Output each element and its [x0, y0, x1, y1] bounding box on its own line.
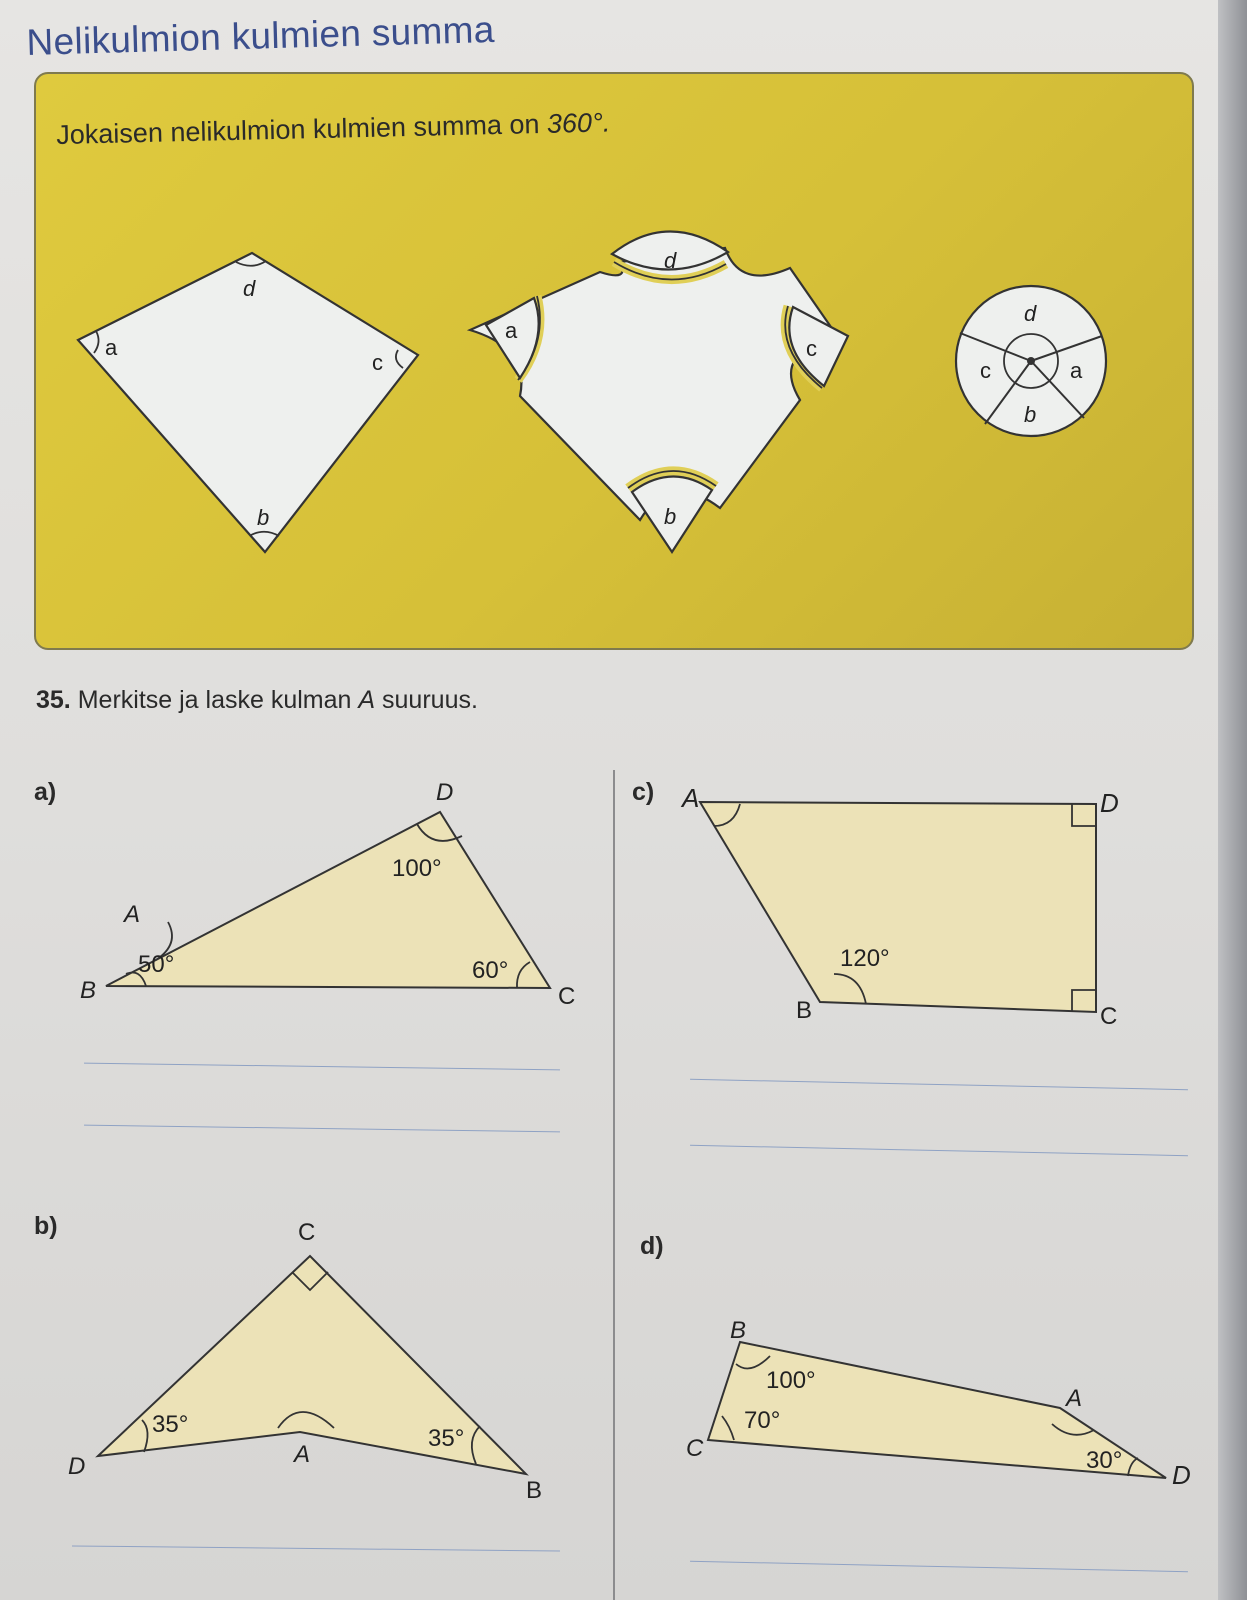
fig-a-vertex-B: B	[80, 977, 97, 1004]
figure-c	[680, 783, 1119, 1030]
fig-b-vertex-B: B	[526, 1477, 543, 1504]
fig-c-vertex-B: B	[796, 997, 813, 1024]
part-a-label: a)	[34, 778, 57, 806]
fig-c-vertex-D: D	[1100, 788, 1119, 818]
part-b-label: b)	[34, 1212, 58, 1240]
fig-a-angle-D: 100°	[392, 855, 442, 882]
illus2-c: c	[806, 336, 817, 361]
fig-b-angle-D: 35°	[152, 1411, 189, 1438]
fig-a-vertex-C: C	[558, 983, 576, 1010]
illus1-d: d	[243, 276, 256, 301]
fig-a-vertex-D: D	[436, 779, 454, 806]
fig-d-vertex-A: A	[1066, 1385, 1083, 1412]
figure-a	[80, 779, 575, 1010]
illus2-a: a	[505, 318, 518, 343]
fig-c-angle-B: 120°	[840, 945, 890, 972]
page-title: Nelikulmion kulmien summa	[26, 8, 496, 63]
fig-c-vertex-A: A	[682, 783, 700, 813]
fig-d-angle-D: 30°	[1086, 1447, 1123, 1474]
info-text: Jokaisen nelikulmion kulmien summa on	[56, 109, 540, 150]
fig-d-angle-B: 100°	[766, 1367, 816, 1394]
info-value: 360°.	[546, 107, 611, 139]
fig-d-vertex-B: B	[730, 1317, 747, 1344]
fig-b-vertex-A: A	[294, 1441, 311, 1468]
figure-d	[686, 1317, 1191, 1490]
illus1-b: b	[257, 505, 270, 530]
quad-c	[700, 802, 1096, 1012]
illus2-d: d	[664, 248, 677, 273]
circle-b: b	[1024, 402, 1037, 427]
fig-c-vertex-C: C	[1100, 1003, 1118, 1030]
fig-b-vertex-C: C	[298, 1219, 316, 1246]
fig-b-angle-B: 35°	[428, 1425, 465, 1452]
illus1-c: c	[372, 350, 383, 375]
part-d-label: d)	[640, 1232, 664, 1260]
exercise-number: 35.	[36, 686, 71, 714]
fig-a-angle-B: 50°	[138, 951, 175, 978]
figure-b	[68, 1219, 542, 1504]
instruction-pre: Merkitse ja laske kulman	[77, 686, 352, 714]
circle-a: a	[1070, 358, 1083, 383]
circle-c: c	[980, 358, 991, 383]
part-c-label: c)	[632, 778, 655, 806]
instruction-post: suuruus.	[382, 686, 478, 714]
fig-d-angle-C: 70°	[744, 1407, 781, 1434]
illus1-a: a	[105, 335, 118, 360]
fig-d-vertex-C: C	[686, 1435, 704, 1462]
fig-d-vertex-D: D	[1172, 1460, 1191, 1490]
circle-d: d	[1024, 301, 1037, 326]
fig-b-vertex-D: D	[68, 1453, 86, 1480]
fig-a-angle-C: 60°	[472, 957, 509, 984]
instruction-var: A	[358, 686, 376, 714]
fig-a-vertex-A: A	[124, 901, 141, 928]
illus2-b: b	[664, 504, 677, 529]
